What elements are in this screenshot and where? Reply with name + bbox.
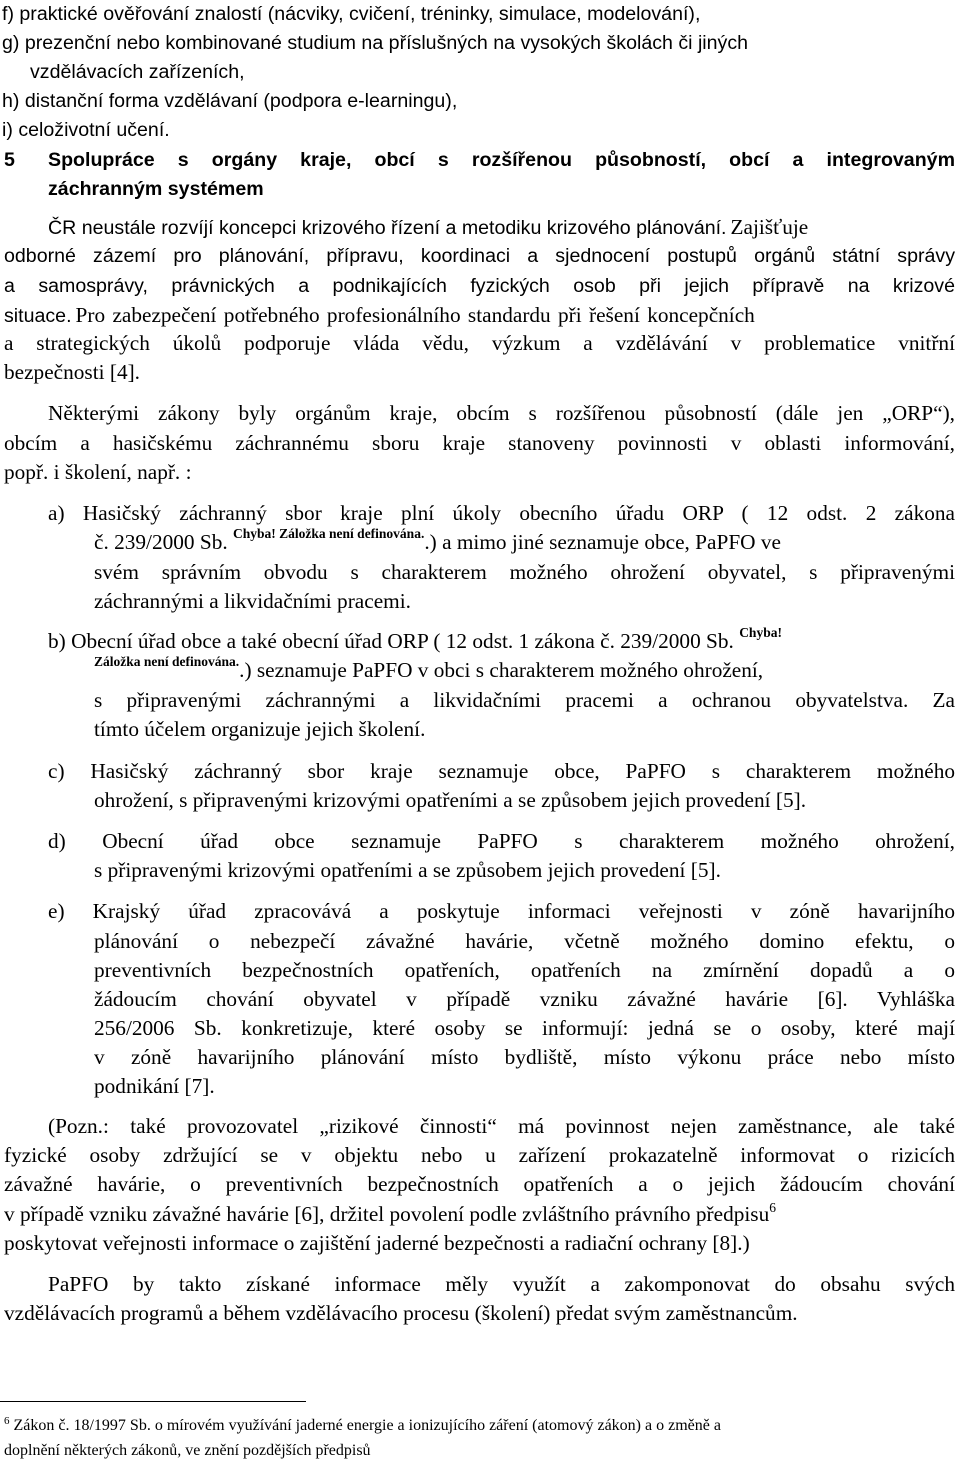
note-line: poskytovat veřejnosti informace o zajištění jaderné bezpečnosti a radiační ochrany [8].)	[4, 1231, 750, 1255]
list-item-e-cont: žádoucím chování obyvatel v případě vzniku závažné havárie [6]. Vyhláška	[94, 987, 955, 1011]
list-item-b-cont: $^{Záložka není definována.}$.) seznamuje PaPFO v obci s charakterem možného ohrožení,	[94, 654, 764, 682]
list-item-e-cont: podnikání [7].	[94, 1074, 215, 1098]
list-item-b-cont: s připravenými záchrannými a likvidačními pracemi a ochranou obyvatelstva. Za	[94, 688, 955, 712]
paragraph-line: popř. i školení, např. :	[4, 460, 192, 484]
footnote-reference[interactable]: 6	[769, 1200, 776, 1215]
footnote-line: $^6$ Zákon č. 18/1997 Sb. o mírovém využívání jaderné energie a ionizujícího záření (atomový zákon) a o změně a	[4, 1415, 721, 1434]
list-item-a-cont: záchrannými a likvidačními pracemi.	[94, 589, 411, 613]
list-item-b-cont: tímto účelem organizuje jejich školení.	[94, 717, 426, 741]
paragraph-line: obcím a hasičskému záchrannému sboru kraje stanoveny povinnosti v oblasti informování,	[4, 431, 955, 455]
paragraph-line: PaPFO by takto získané informace měly využít a zakomponovat do obsahu svých	[48, 1272, 955, 1296]
list-item-e-cont: 256/2006 Sb. konkretizuje, které osoby se informují: jedná se o osoby, které mají	[94, 1016, 955, 1040]
paragraph-line: ČR neustále rozvíjí koncepci krizového řízení a metodiku krizového plánování. Zajišťuje	[48, 215, 809, 239]
list-item-e-cont: plánování o nebezpečí závažné havárie, včetně možného domino efektu, o	[94, 929, 955, 953]
list-item-c: c) Hasičský záchranný sbor kraje seznamuje obce, PaPFO s charakterem možného	[48, 759, 955, 783]
list-item-h: h) distanční forma vzdělávaní (podpora e-learningu),	[2, 90, 458, 112]
note-line: (Pozn.: také provozovatel „rizikové činnosti“ má povinnost nejen zaměstnance, ale také	[48, 1114, 955, 1138]
footnote-line: doplnění některých zákonů, ve znění pozdějších předpisů	[4, 1442, 371, 1459]
list-item-a-cont: svém správním obvodu s charakterem možného ohrožení obyvatel, s připravenými	[94, 560, 955, 584]
list-item-f: f) praktické ověřování znalostí (nácviky, cvičení, tréninky, simulace, modelování),	[2, 3, 701, 25]
paragraph-line: situace. Pro zabezpečení potřebného profesionálního standardu při řešení koncepčních	[4, 303, 755, 327]
list-item-d: d) Obecní úřad obce seznamuje PaPFO s charakterem možného ohrožení,	[48, 829, 955, 853]
list-item-c-cont: ohrožení, s připravenými krizovými opatřeními a se způsobem jejich provedení [5].	[94, 788, 807, 812]
paragraph-line: Některými zákony byly orgánům kraje, obcím s rozšířenou působností (dále jen „ORP“),	[48, 401, 955, 425]
list-item-i: i) celoživotní učení.	[2, 119, 170, 141]
note-line: v případě vzniku závažné havárie [6], držitel povolení podle zvláštního právního předpisu$^6$	[4, 1200, 776, 1226]
error-bookmark: Záložka není definována.	[94, 654, 240, 669]
list-item-a: a) Hasičský záchranný sbor kraje plní úkoly obecního úřadu ORP ( 12 odst. 2 zákona	[48, 501, 955, 525]
paragraph-line: a strategických úkolů podporuje vláda vědu, výzkum a vzdělávání v problematice vnitřní	[4, 331, 955, 355]
list-item-b: b) Obecní úřad obce a také obecní úřad ORP ( 12 odst. 1 zákona č. 239/2000 Sb. $^{Chyba!}$	[48, 625, 782, 653]
paragraph-line: odborné zázemí pro plánování, přípravu, koordinaci a sjednocení postupů orgánů státní správy	[4, 245, 955, 267]
list-item-a-cont: č. 239/2000 Sb. $^{Chyba! Záložka není definována.}$.) a mimo jiné seznamuje obce, PaPFO ve	[94, 526, 781, 554]
list-item-e-cont: preventivních bezpečnostních opatřeních, opatřeních na zmírnění dopadů a o	[94, 958, 955, 982]
paragraph-line: a samosprávy, právnických a podnikajících fyzických osob při jejich přípravě na krizové	[4, 275, 955, 297]
error-bookmark: Chyba!	[739, 625, 782, 640]
section-number: 5	[4, 149, 15, 171]
paragraph-line: vzdělávacích programů a během vzdělávacího procesu (školení) předat svým zaměstnancům.	[4, 1301, 798, 1325]
list-item-d-cont: s připravenými krizovými opatřeními a se způsobem jejich provedení [5].	[94, 858, 721, 882]
note-line: fyzické osoby zdržující se v objektu nebo u zařízení prokazatelně informovat o rizicích	[4, 1143, 955, 1167]
section-title: Spolupráce s orgány kraje, obcí s rozšířenou působností, obcí a integrovaným	[48, 149, 955, 171]
note-line: závažné havárie, o preventivních bezpečnostních opatřeních a o jejich žádoucím chování	[4, 1172, 955, 1196]
list-item-g: g) prezenční nebo kombinované studium na příslušných na vysokých školách či jiných	[2, 32, 749, 54]
footnote-divider	[0, 1401, 306, 1402]
section-title-cont: záchranným systémem	[48, 178, 264, 200]
list-item-g-cont: vzdělávacích zařízeních,	[30, 61, 245, 83]
paragraph-line: bezpečnosti [4].	[4, 360, 141, 384]
list-item-e-cont: v zóně havarijního plánování místo bydliště, místo výkonu práce nebo místo	[94, 1045, 955, 1069]
list-item-e: e) Krajský úřad zpracovává a poskytuje informaci veřejnosti v zóně havarijního	[48, 899, 955, 923]
error-bookmark: Chyba! Záložka není definována.	[233, 526, 425, 541]
footnote-mark: 6	[4, 1415, 10, 1427]
